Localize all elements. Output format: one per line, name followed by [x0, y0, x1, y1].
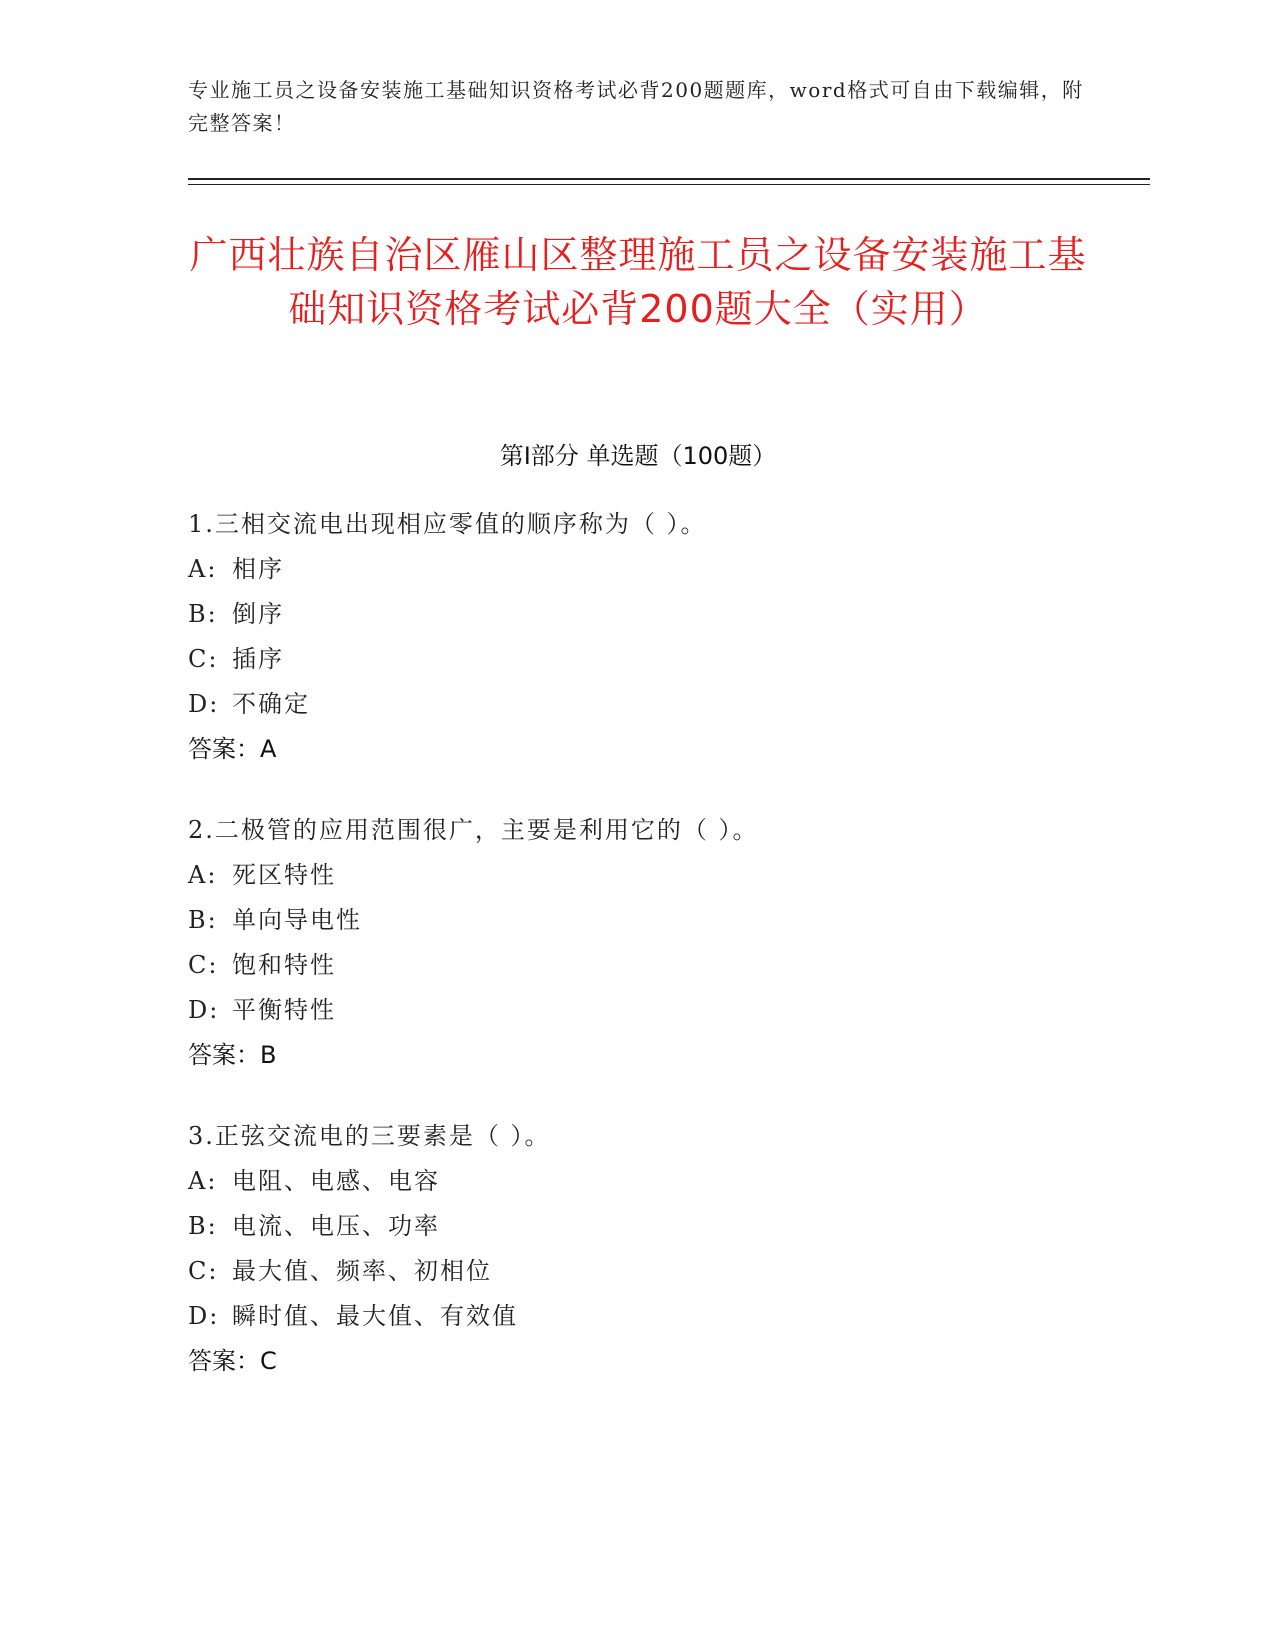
option-letter: C:	[188, 645, 219, 673]
option-letter: D:	[188, 996, 220, 1024]
option-text: 相序	[232, 555, 284, 583]
option-d	[188, 994, 1088, 1026]
option-text: 平衡特性	[232, 996, 336, 1024]
document-title: 广西壮族自治区雁山区整理施工员之设备安装施工基础知识资格考试必背200题大全（实用）	[189, 233, 1087, 331]
option-text: 插序	[232, 645, 284, 673]
header-divider-thick	[188, 178, 1150, 180]
option-a	[188, 553, 1088, 585]
option-text: 死区特性	[232, 861, 336, 889]
option-letter: A:	[188, 555, 218, 583]
option-letter: D:	[188, 690, 220, 718]
option-c	[188, 1255, 1088, 1287]
option-a	[188, 859, 1088, 891]
answer-line: 答案：B	[188, 1041, 277, 1069]
question-stem: 2.二极管的应用范围很广，主要是利用它的（ ）。	[188, 816, 759, 844]
option-a	[188, 1165, 1088, 1197]
option-letter: C:	[188, 951, 219, 979]
option-letter: B:	[188, 906, 218, 934]
question-stem: 1.三相交流电出现相应零值的顺序称为（ ）。	[188, 510, 707, 538]
header-note: 专业施工员之设备安装施工基础知识资格考试必背200题题库，word格式可自由下载编辑，附完整答案！	[188, 78, 1084, 135]
option-text: 电阻、电感、电容	[232, 1167, 440, 1195]
question-1	[188, 508, 1088, 765]
option-text: 倒序	[232, 600, 284, 628]
option-text: 不确定	[232, 690, 310, 718]
option-text: 最大值、频率、初相位	[232, 1257, 492, 1285]
option-letter: B:	[188, 1212, 218, 1240]
option-d	[188, 688, 1088, 720]
option-c	[188, 643, 1088, 675]
question-3	[188, 1120, 1088, 1377]
option-letter: A:	[188, 1167, 218, 1195]
question-stem: 3.正弦交流电的三要素是（ ）。	[188, 1122, 551, 1150]
section-heading: 第Ⅰ部分 单选题（100题）	[499, 442, 777, 470]
answer-line: 答案：C	[188, 1347, 277, 1375]
option-b	[188, 1210, 1088, 1242]
option-text: 瞬时值、最大值、有效值	[232, 1302, 518, 1330]
option-letter: B:	[188, 600, 218, 628]
option-text: 电流、电压、功率	[232, 1212, 440, 1240]
option-b	[188, 598, 1088, 630]
answer-line: 答案：A	[188, 735, 277, 763]
option-text: 饱和特性	[232, 951, 336, 979]
option-c	[188, 949, 1088, 981]
option-letter: D:	[188, 1302, 220, 1330]
question-2	[188, 814, 1088, 1071]
option-d	[188, 1300, 1088, 1332]
header-divider-thin	[188, 184, 1150, 185]
option-letter: C:	[188, 1257, 219, 1285]
option-text: 单向导电性	[232, 906, 362, 934]
option-b	[188, 904, 1088, 936]
option-letter: A:	[188, 861, 218, 889]
